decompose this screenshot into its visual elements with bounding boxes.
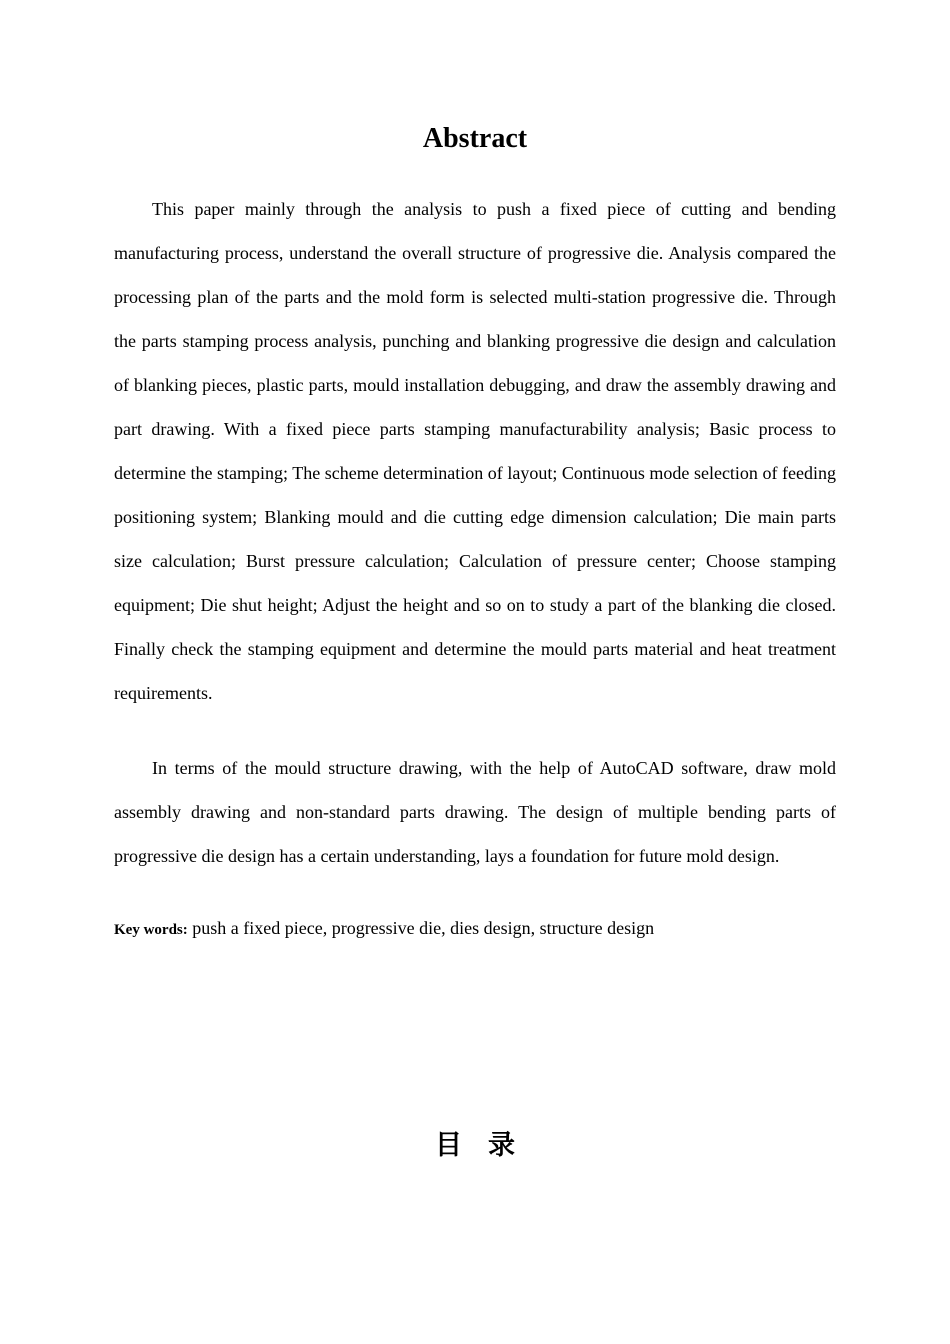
keywords-text: push a fixed piece, progressive die, dies design, structure design: [192, 918, 655, 938]
abstract-paragraph-2-block: [114, 746, 836, 878]
keywords-label: Key words:: [114, 922, 188, 938]
abstract-paragraph-1: This paper mainly through the analysis to push a fixed piece of cutting and bending manufacturing process, understand the overall structure of progressive die. Analysis compared the processing plan of the parts and the mold form is selected multi-station progressive die. Through the parts stamping process analysis, punching and blanking progressive die design and calculation of blanking pieces, plastic parts, mould installation debugging, and draw the assembly drawing and part drawing. With a fixed piece parts stamping manufacturability analysis; Basic process to determine the stamping; The scheme determination of layout; Continuous mode selection of feeding positioning system; Blanking mould and die cutting edge dimension calculation; Die main parts size calculation; Burst pressure calculation; Calculation of pressure center; Choose stamping equipment; Die shut height; Adjust the height and so on to study a part of the blanking die closed. Finally check the stamping equipment and determine the mould parts material and heat treatment requirements.: [114, 199, 836, 703]
toc-title: 目录: [435, 1130, 541, 1161]
abstract-title: Abstract: [422, 123, 528, 154]
abstract-paragraph-2: In terms of the mould structure drawing, with the help of AutoCAD software, draw mold assembly drawing and non-standard parts drawing. The design of multiple bending parts of progressive die design has a certain understanding, lays a foundation for future mold design.: [114, 758, 836, 866]
abstract-paragraph-1-block: [114, 187, 836, 715]
keywords-line: [114, 914, 836, 944]
